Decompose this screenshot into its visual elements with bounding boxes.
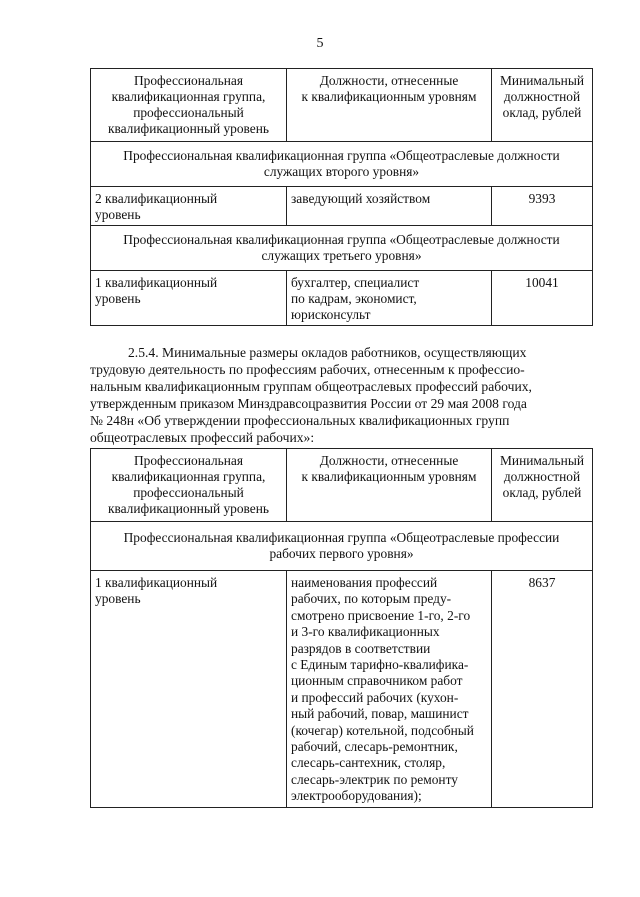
table-header-row: [91, 449, 593, 522]
header-positions: Должности, отнесенные к квалификационным уровням: [287, 449, 492, 522]
qualification-level: 2 квалификационный уровень: [91, 187, 287, 226]
group-title-row: [91, 522, 593, 571]
group-title: Профессиональная квалификационная группа «Общеотраслевые профессии рабочих первого уровня»: [91, 522, 593, 571]
group-title: Профессиональная квалификационная группа «Общеотраслевые должности служащих второго уровня»: [91, 142, 593, 187]
header-salary: Минимальный должностной оклад, рублей: [492, 69, 593, 142]
group-title-row: [91, 142, 593, 187]
header-salary: Минимальный должностной оклад, рублей: [492, 449, 593, 522]
table-row: [91, 187, 593, 226]
positions-cell: заведующий хозяйством: [287, 187, 492, 226]
salary-cell: 8637: [492, 571, 593, 808]
page-number: 5: [316, 36, 324, 51]
positions-cell: наименования профессий рабочих, по которым преду- смотрено присвоение 1-го, 2-го и 3-го квалификационных разрядов в соответствии с Единым тарифно-квалифика- ционным справочником работ и профессий рабочих (кухон- ный рабочий, повар, машинист (кочегар) котельной, подсобный рабочий, слесарь-ремонтник, слесарь-сантехник, столяр, слесарь-электрик по ремонту электрооборудования);: [287, 571, 492, 808]
section-paragraph: 2.5.4. Минимальные размеры окладов работников, осуществляющих трудовую деятельность по профессиям рабочих, отнесенным к профессио- нальным квалификационным группам общеотраслевых профессий рабочих, утвержденным приказом Минздравсоцразвития России от 29 мая 2008 года № 248н «Об утверждении профессиональных квалификационных групп общеотраслевых профессий рабочих»:: [90, 345, 532, 445]
salary-cell: 10041: [492, 271, 593, 326]
qualification-level: 1 квалификационный уровень: [91, 271, 287, 326]
table-row: [91, 271, 593, 326]
table-header-row: [91, 69, 593, 142]
positions-cell: бухгалтер, специалист по кадрам, экономист, юрисконсульт: [287, 271, 492, 326]
qualification-level: 1 квалификационный уровень: [91, 571, 287, 808]
header-qualification-group: Профессиональная квалификационная группа, профессиональный квалификационный уровень: [91, 449, 287, 522]
salary-cell: 9393: [492, 187, 593, 226]
salary-table-workers: [90, 448, 593, 808]
header-positions: Должности, отнесенные к квалификационным уровням: [287, 69, 492, 142]
header-qualification-group: Профессиональная квалификационная группа, профессиональный квалификационный уровень: [91, 69, 287, 142]
group-title: Профессиональная квалификационная группа «Общеотраслевые должности служащих третьего уровня»: [91, 226, 593, 271]
table-row: [91, 571, 593, 808]
group-title-row: [91, 226, 593, 271]
salary-table-employees: [90, 68, 593, 326]
